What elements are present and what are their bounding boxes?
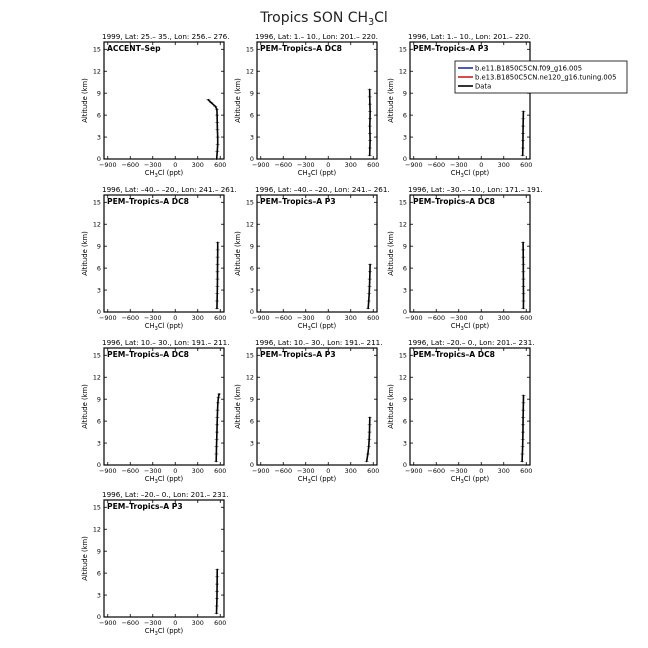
data-point <box>369 417 371 419</box>
panel-grid <box>81 32 543 637</box>
y-tick-label: 6 <box>96 569 101 578</box>
data-point <box>369 278 371 280</box>
x-tick-label: 0 <box>479 161 484 169</box>
x-tick-label: −900 <box>98 619 117 627</box>
y-axis-label: Altitude (km) <box>234 78 242 123</box>
data-point <box>217 264 219 266</box>
x-axis-label: $CH_3Cl$ (ppt) <box>450 169 490 179</box>
x-tick-label: 0 <box>479 314 484 322</box>
data-point <box>216 114 218 116</box>
data-point <box>368 439 370 441</box>
y-tick-label: 9 <box>402 395 407 404</box>
x-tick-label: −600 <box>121 161 140 169</box>
data-point <box>216 591 218 593</box>
data-point <box>522 256 524 258</box>
legend-label: b.e11.B1850C5CN.f09_g16.005 <box>475 64 583 73</box>
y-tick-label: 3 <box>249 286 254 295</box>
data-point <box>215 460 217 462</box>
y-tick-label: 3 <box>402 286 407 295</box>
data-point <box>217 249 219 251</box>
panel-1 <box>81 32 230 179</box>
panel-2 <box>234 32 379 179</box>
plot-frame <box>410 195 530 312</box>
x-axis-label: $CH_3Cl$ (ppt) <box>450 475 490 485</box>
x-axis-label: $CH_3Cl$ (ppt) <box>297 322 337 332</box>
y-tick-label: 0 <box>402 155 407 164</box>
data-profile-line <box>522 396 523 462</box>
data-point <box>522 424 524 426</box>
y-tick-label: 9 <box>249 89 254 98</box>
data-point <box>216 417 218 419</box>
data-point <box>522 242 524 244</box>
x-tick-label: −600 <box>274 467 293 475</box>
data-point <box>369 133 371 135</box>
x-tick-label: 300 <box>344 314 357 322</box>
y-tick-label: 3 <box>402 133 407 142</box>
x-axis-label: $CH_3Cl$ (ppt) <box>297 169 337 179</box>
y-tick-label: 6 <box>96 417 101 426</box>
y-axis-label: Altitude (km) <box>387 384 395 429</box>
data-point <box>216 158 218 160</box>
y-tick-label: 3 <box>249 439 254 448</box>
data-point <box>216 446 218 448</box>
x-tick-label: 0 <box>479 467 484 475</box>
y-tick-label: 3 <box>96 133 101 142</box>
data-point <box>217 278 219 280</box>
data-point <box>369 431 371 433</box>
data-point <box>369 125 371 127</box>
panel-title: 1999, Lat: 25.– 35., Lon: 256.– 276. <box>102 32 230 41</box>
y-tick-label: 9 <box>249 242 254 251</box>
x-tick-label: −900 <box>98 314 117 322</box>
data-point <box>523 395 525 397</box>
plot-frame <box>104 195 224 312</box>
y-tick-label: 0 <box>249 308 254 317</box>
data-point <box>216 605 218 607</box>
x-tick-label: 300 <box>191 314 204 322</box>
data-point <box>217 143 219 145</box>
panel-7 <box>81 338 230 485</box>
data-point <box>367 307 369 309</box>
panel-title: 1996, Lat: –20.– 0., Lon: 201.– 231. <box>408 338 535 347</box>
panel-4 <box>81 185 237 332</box>
y-tick-label: 0 <box>96 613 101 622</box>
x-tick-label: −300 <box>143 467 162 475</box>
x-axis-label: $CH_3Cl$ (ppt) <box>144 169 184 179</box>
y-tick-label: 9 <box>96 89 101 98</box>
y-tick-label: 0 <box>402 308 407 317</box>
y-tick-label: 15 <box>398 198 407 207</box>
data-point <box>216 439 218 441</box>
campaign-label: PEM–Tropics–A DC8 <box>107 197 189 206</box>
data-point <box>368 293 370 295</box>
x-tick-label: −600 <box>274 314 293 322</box>
data-point <box>522 271 524 273</box>
campaign-label: ACCENT–Sep <box>107 44 161 53</box>
y-tick-label: 15 <box>245 198 254 207</box>
x-tick-label: 300 <box>191 619 204 627</box>
data-point <box>217 409 219 411</box>
y-tick-label: 6 <box>249 264 254 273</box>
x-tick-label: 600 <box>520 161 533 169</box>
x-tick-label: −600 <box>121 314 140 322</box>
y-tick-label: 12 <box>245 67 254 76</box>
panel-title: 1996, Lat: 10.– 30., Lon: 191.– 211. <box>102 338 230 347</box>
campaign-label: PEM–Tropics–A P3 <box>260 350 336 359</box>
data-point <box>523 300 525 302</box>
y-tick-label: 9 <box>249 395 254 404</box>
data-point <box>218 393 220 395</box>
data-point <box>367 453 369 455</box>
data-point <box>369 147 371 149</box>
data-point <box>522 118 524 120</box>
data-point <box>523 293 525 295</box>
y-tick-label: 3 <box>96 439 101 448</box>
x-tick-label: −900 <box>251 314 270 322</box>
y-tick-label: 15 <box>92 45 101 54</box>
plot-frame <box>257 348 377 465</box>
y-tick-label: 12 <box>92 67 101 76</box>
data-point <box>522 147 524 149</box>
data-point <box>369 424 371 426</box>
campaign-label: PEM–Tropics–A P3 <box>260 197 336 206</box>
data-point <box>368 300 370 302</box>
y-tick-label: 15 <box>398 45 407 54</box>
y-tick-label: 3 <box>96 286 101 295</box>
panel-title: 1996, Lat: –40.– –20., Lon: 241.– 261. <box>102 185 237 194</box>
data-point <box>217 129 219 131</box>
y-tick-label: 6 <box>402 417 407 426</box>
campaign-label: PEM–Tropics–A DC8 <box>260 44 342 53</box>
x-tick-label: 600 <box>214 619 227 627</box>
data-point <box>522 249 524 251</box>
campaign-label: PEM–Tropics–A DC8 <box>413 197 495 206</box>
x-tick-label: −300 <box>296 161 315 169</box>
y-axis-label: Altitude (km) <box>234 231 242 276</box>
x-axis-label: $CH_3Cl$ (ppt) <box>450 322 490 332</box>
x-tick-label: −300 <box>449 314 468 322</box>
y-tick-label: 9 <box>96 547 101 556</box>
y-tick-label: 0 <box>96 155 101 164</box>
y-axis-label: Altitude (km) <box>81 231 89 276</box>
x-tick-label: −300 <box>143 161 162 169</box>
data-point <box>521 453 523 455</box>
data-point <box>216 612 218 614</box>
y-tick-label: 15 <box>398 351 407 360</box>
y-tick-label: 12 <box>245 220 254 229</box>
x-tick-label: 600 <box>214 314 227 322</box>
data-point <box>369 96 371 98</box>
y-axis-label: Altitude (km) <box>81 536 89 581</box>
data-point <box>216 583 218 585</box>
y-tick-label: 12 <box>398 373 407 382</box>
x-tick-label: 300 <box>191 467 204 475</box>
y-tick-label: 6 <box>96 111 101 120</box>
data-point <box>369 89 371 91</box>
data-point <box>522 133 524 135</box>
data-point <box>216 576 218 578</box>
data-point <box>369 103 371 105</box>
y-tick-label: 0 <box>249 155 254 164</box>
y-tick-label: 9 <box>402 242 407 251</box>
data-point <box>522 264 524 266</box>
y-tick-label: 12 <box>92 220 101 229</box>
data-point <box>369 118 371 120</box>
y-tick-label: 15 <box>245 45 254 54</box>
x-tick-label: 0 <box>173 619 178 627</box>
x-tick-label: 600 <box>214 161 227 169</box>
x-tick-label: 0 <box>173 161 178 169</box>
data-point <box>369 264 371 266</box>
data-point <box>217 256 219 258</box>
data-point <box>523 307 525 309</box>
data-point <box>369 286 371 288</box>
data-point <box>216 424 218 426</box>
data-point <box>216 300 218 302</box>
x-tick-label: 300 <box>344 161 357 169</box>
data-profile-line <box>216 394 219 461</box>
x-tick-label: 0 <box>326 161 331 169</box>
panel-title: 1996, Lat: 10.– 30., Lon: 191.– 211. <box>255 338 383 347</box>
data-point <box>217 271 219 273</box>
plot-frame <box>410 42 530 159</box>
x-tick-label: −900 <box>251 161 270 169</box>
x-tick-label: −600 <box>427 161 446 169</box>
figure-title: Tropics SON $CH_3Cl$ <box>260 10 388 28</box>
campaign-label: PEM–Tropics–A DC8 <box>413 350 495 359</box>
x-tick-label: 600 <box>367 467 380 475</box>
x-tick-label: −600 <box>427 314 446 322</box>
data-point <box>217 286 219 288</box>
x-tick-label: −300 <box>143 314 162 322</box>
x-tick-label: −300 <box>296 467 315 475</box>
y-axis-label: Altitude (km) <box>387 231 395 276</box>
data-point <box>522 439 524 441</box>
data-point <box>217 136 219 138</box>
data-point <box>369 154 371 156</box>
y-tick-label: 6 <box>249 111 254 120</box>
data-point <box>216 598 218 600</box>
y-tick-label: 6 <box>249 417 254 426</box>
data-point <box>522 431 524 433</box>
y-tick-label: 15 <box>92 351 101 360</box>
data-point <box>522 154 524 156</box>
panel-8 <box>234 338 383 485</box>
campaign-label: PEM–Tropics–A P3 <box>107 502 183 511</box>
panel-title: 1996, Lat: –20.– 0., Lon: 201.– 231. <box>102 490 229 499</box>
data-point <box>207 99 209 101</box>
y-tick-label: 0 <box>402 461 407 470</box>
panel-3 <box>387 32 532 179</box>
y-axis-label: Altitude (km) <box>81 78 89 123</box>
y-tick-label: 15 <box>92 198 101 207</box>
x-tick-label: 0 <box>173 314 178 322</box>
data-point <box>369 271 371 273</box>
y-tick-label: 15 <box>92 503 101 512</box>
data-point <box>217 397 219 399</box>
y-tick-label: 9 <box>96 242 101 251</box>
y-tick-label: 6 <box>402 264 407 273</box>
y-tick-label: 12 <box>92 373 101 382</box>
data-point <box>217 402 219 404</box>
x-tick-label: −900 <box>404 314 423 322</box>
x-tick-label: −900 <box>251 467 270 475</box>
data-point <box>522 446 524 448</box>
data-point <box>522 125 524 127</box>
x-tick-label: −300 <box>449 467 468 475</box>
data-point <box>210 102 212 104</box>
y-axis-label: Altitude (km) <box>81 384 89 429</box>
panel-9 <box>387 338 535 485</box>
panel-title: 1996, Lat: –40.– –20., Lon: 241.– 261. <box>255 185 390 194</box>
x-axis-label: $CH_3Cl$ (ppt) <box>144 627 184 637</box>
y-axis-label: Altitude (km) <box>387 78 395 123</box>
x-tick-label: −300 <box>449 161 468 169</box>
x-tick-label: −900 <box>404 467 423 475</box>
data-point <box>216 307 218 309</box>
x-tick-label: 600 <box>367 161 380 169</box>
data-point <box>522 140 524 142</box>
data-point <box>369 111 371 113</box>
y-tick-label: 12 <box>245 373 254 382</box>
x-tick-label: 300 <box>344 467 357 475</box>
x-tick-label: 300 <box>191 161 204 169</box>
y-tick-label: 3 <box>249 133 254 142</box>
data-point <box>368 446 370 448</box>
y-tick-label: 6 <box>402 111 407 120</box>
x-tick-label: −600 <box>427 467 446 475</box>
panel-title: 1996, Lat: 1.– 10., Lon: 201.– 220. <box>408 32 531 41</box>
x-tick-label: 600 <box>214 467 227 475</box>
y-tick-label: 12 <box>398 67 407 76</box>
x-tick-label: −900 <box>404 161 423 169</box>
data-point <box>523 402 525 404</box>
campaign-label: PEM–Tropics–A P3 <box>413 44 489 53</box>
data-point <box>216 151 218 153</box>
plot-frame <box>104 348 224 465</box>
data-point <box>215 453 217 455</box>
y-tick-label: 0 <box>96 461 101 470</box>
legend-label: Data <box>475 82 492 91</box>
panel-title: 1996, Lat: 1.– 10., Lon: 201.– 220. <box>255 32 378 41</box>
data-point <box>366 460 368 462</box>
legend <box>455 61 627 93</box>
x-tick-label: −900 <box>98 467 117 475</box>
data-point <box>522 417 524 419</box>
data-point <box>369 140 371 142</box>
plot-frame <box>104 42 224 159</box>
data-point <box>214 105 216 107</box>
x-tick-label: 0 <box>173 467 178 475</box>
data-point <box>216 431 218 433</box>
panel-5 <box>234 185 390 332</box>
y-tick-label: 3 <box>96 591 101 600</box>
y-tick-label: 3 <box>402 439 407 448</box>
plot-frame <box>104 500 224 617</box>
data-point <box>523 286 525 288</box>
x-tick-label: 600 <box>520 314 533 322</box>
panel-6 <box>387 185 543 332</box>
x-tick-label: −300 <box>296 314 315 322</box>
data-point <box>523 278 525 280</box>
y-tick-label: 12 <box>398 220 407 229</box>
data-point <box>216 108 218 110</box>
plot-frame <box>410 348 530 465</box>
data-point <box>523 111 525 113</box>
panel-10 <box>81 490 229 637</box>
x-tick-label: −900 <box>98 161 117 169</box>
x-tick-label: 600 <box>367 314 380 322</box>
y-tick-label: 9 <box>96 395 101 404</box>
y-tick-label: 6 <box>96 264 101 273</box>
x-axis-label: $CH_3Cl$ (ppt) <box>144 322 184 332</box>
x-axis-label: $CH_3Cl$ (ppt) <box>297 475 337 485</box>
plot-frame <box>257 42 377 159</box>
y-axis-label: Altitude (km) <box>234 384 242 429</box>
legend-label: b.e13.B1850C5CN.ne120_g16.tuning.005 <box>475 73 617 82</box>
x-tick-label: 0 <box>326 314 331 322</box>
x-tick-label: −600 <box>121 467 140 475</box>
x-tick-label: 300 <box>497 467 510 475</box>
data-point <box>522 409 524 411</box>
data-profile-line <box>217 243 218 309</box>
x-tick-label: −600 <box>274 161 293 169</box>
data-point <box>216 122 218 124</box>
data-point <box>216 569 218 571</box>
x-tick-label: −600 <box>121 619 140 627</box>
y-tick-label: 0 <box>249 461 254 470</box>
y-tick-label: 0 <box>96 308 101 317</box>
x-tick-label: 300 <box>497 314 510 322</box>
data-point <box>216 293 218 295</box>
x-tick-label: 600 <box>520 467 533 475</box>
panel-title: 1996, Lat: –30.– –10., Lon: 171.– 191. <box>408 185 543 194</box>
y-tick-label: 12 <box>92 525 101 534</box>
data-point <box>217 242 219 244</box>
x-tick-label: 0 <box>326 467 331 475</box>
x-tick-label: −300 <box>143 619 162 627</box>
data-point <box>521 460 523 462</box>
campaign-label: PEM–Tropics–A DC8 <box>107 350 189 359</box>
y-tick-label: 15 <box>245 351 254 360</box>
y-tick-label: 9 <box>402 89 407 98</box>
x-axis-label: $CH_3Cl$ (ppt) <box>144 475 184 485</box>
plot-frame <box>257 195 377 312</box>
x-tick-label: 300 <box>497 161 510 169</box>
